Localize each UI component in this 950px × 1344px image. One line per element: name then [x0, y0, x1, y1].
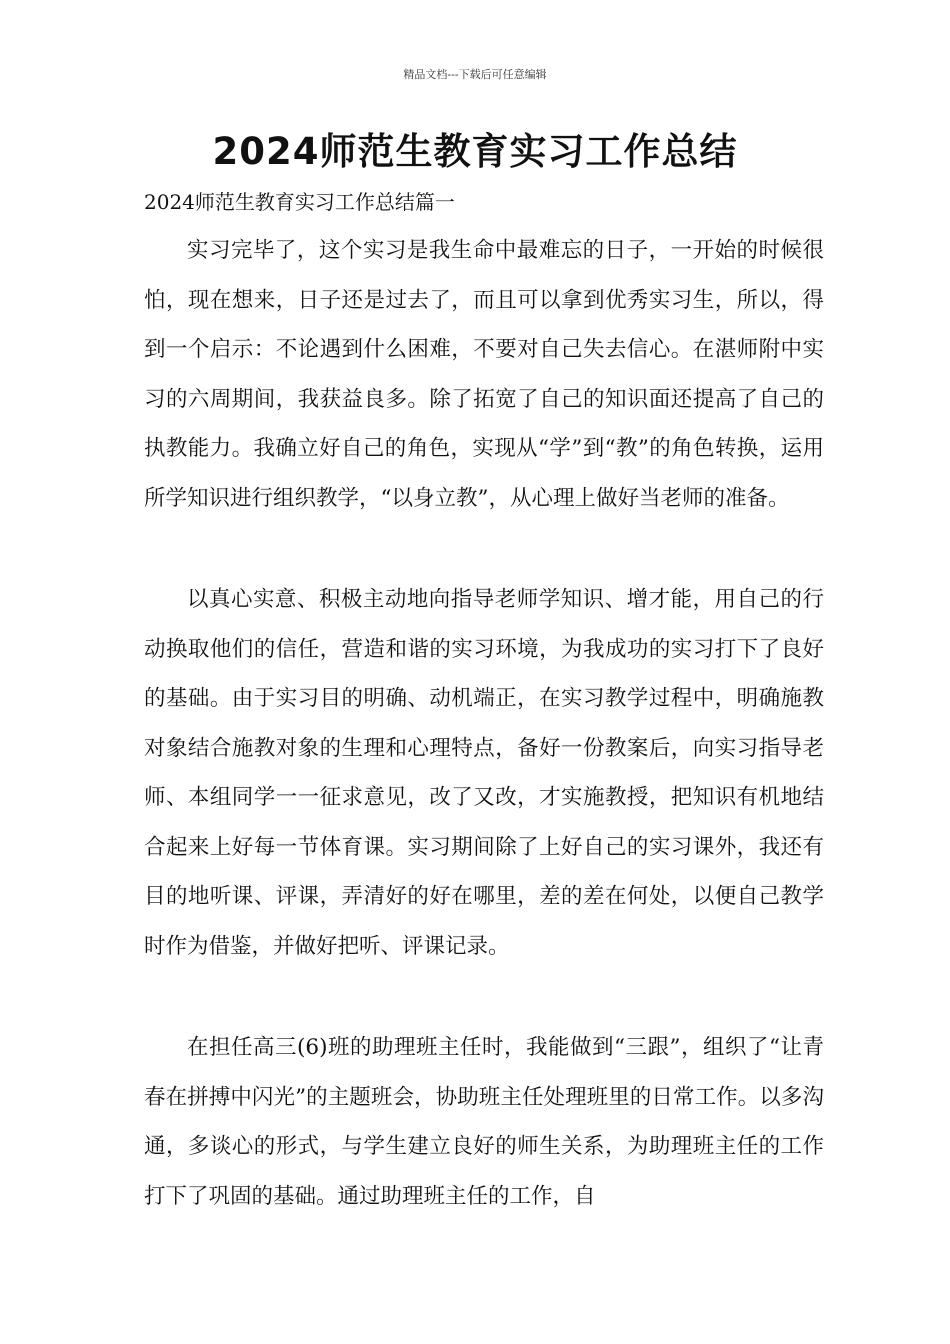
document-title: 2024师范生教育实习工作总结 — [212, 130, 738, 173]
paragraph: 以真心实意、积极主动地向指导老师学知识、增才能，用自己的行动换取他们的信任，营造和谐的实习环境，为我成功的实习打下了良好的基础。由于实习目的明确、动机端正，在实习教学过程中，明确施教对象结合施教对象的生理和心理特点，备好一份教案后，向实习指导老师、本组同学一一征求意见，改了又改，才实施教授，把知识有机地结合起来上好每一节体育课。实习期间除了上好自己的实习课外，我还有目的地听课、评课，弄清好的好在哪里，差的差在何处，以便自己教学时作为借鉴，并做好把听、评课记录。 — [144, 587, 824, 959]
paragraph: 在担任高三(6)班的助理班主任时，我能做到“三跟”，组织了“让青春在拼搏中闪光”的主题班会，协助班主任处理班里的日常工作。以多沟通，多谈心的形式，与学生建立良好的师生关系，为助理班主任的工作打下了巩固的基础。通过助理班主任的工作，自 — [144, 1035, 824, 1209]
document-subtitle: 2024师范生教育实习工作总结篇一 — [144, 190, 455, 214]
paragraph: 实习完毕了，这个实习是我生命中最难忘的日子，一开始的时候很怕，现在想来，日子还是过去了，而且可以拿到优秀实习生，所以，得到一个启示：不论遇到什么困难，不要对自己失去信心。在湛师附中实习的六周期间，我获益良多。除了拓宽了自己的知识面还提高了自己的执教能力。我确立好自己的角色，实现从“学”到“教”的角色转换，运用所学知识进行组织教学，“以身立教”，从心理上做好当老师的准备。 — [144, 238, 824, 511]
header-note: 精品文档---下载后可任意编辑 — [403, 68, 547, 81]
